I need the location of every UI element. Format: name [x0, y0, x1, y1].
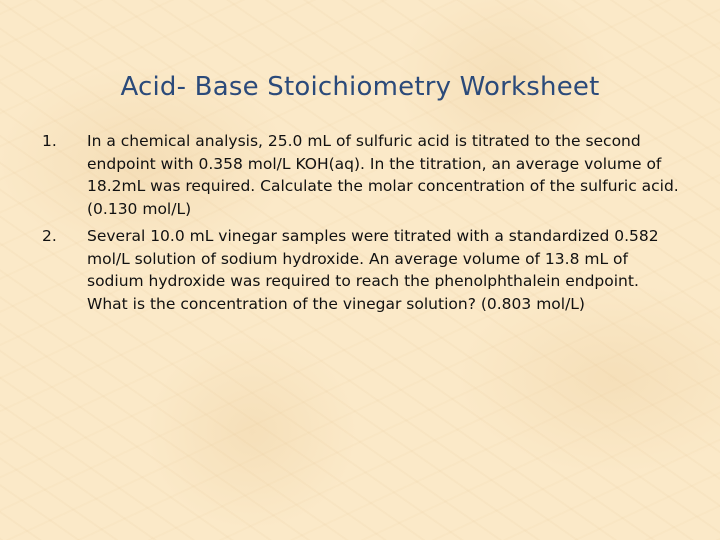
question-list	[42, 130, 682, 320]
question-number: 2.	[42, 227, 57, 245]
list-item	[42, 225, 682, 315]
question-text: In a chemical analysis, 25.0 mL of sulfuric acid is titrated to the second endpoint with 0.358 mol/L KOH(aq). In the titration, an average volume of 18.2mL was required. Calculate the molar concentration of the sulfuric acid. (0.130 mol/L)	[87, 132, 679, 218]
question-number: 1.	[42, 132, 57, 150]
page-title: Acid- Base Stoichiometry Worksheet	[120, 72, 600, 102]
question-text: Several 10.0 mL vinegar samples were titrated with a standardized 0.582 mol/L solution of sodium hydroxide. An average volume of 13.8 mL of sodium hydroxide was required to reach the phenolphthalein endpoint. What is the concentration of the vinegar solution? (0.803 mol/L)	[87, 227, 659, 313]
list-item	[42, 130, 682, 220]
